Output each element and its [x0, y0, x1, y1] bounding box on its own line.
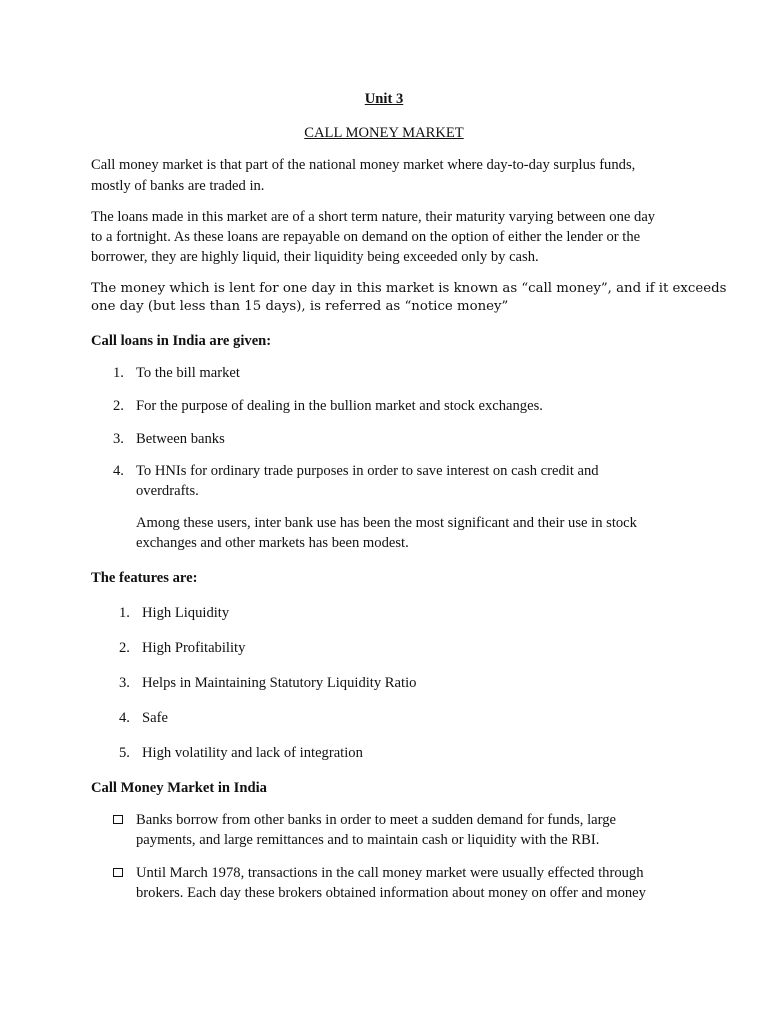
paragraph-3-line-2: one day (but less than 15 days), is referred as “notice money”: [91, 299, 509, 314]
call-loans-item-4-line-1: To HNIs for ordinary trade purposes in order to save interest on cash credit and: [136, 463, 599, 479]
feature-number-5: 5.: [119, 745, 130, 761]
paragraph-1-line-2: mostly of banks are traded in.: [91, 178, 265, 194]
paragraph-3-line-1: The money which is lent for one day in this market is known as “call money”, and if it exceeds: [91, 281, 727, 296]
india-bullet-1-line-1: Banks borrow from other banks in order to meet a sudden demand for funds, large: [136, 812, 616, 828]
call-loans-number-2: 2.: [113, 398, 124, 414]
unit-title: Unit 3: [364, 91, 404, 107]
call-loans-number-4: 4.: [113, 463, 124, 479]
feature-item-4: Safe: [142, 710, 168, 726]
feature-number-3: 3.: [119, 675, 130, 691]
checkbox-bullet-icon: [113, 868, 123, 877]
paragraph-2-line-1: The loans made in this market are of a short term nature, their maturity varying between one day: [91, 209, 656, 225]
call-loans-item-4-line-2: overdrafts.: [136, 483, 199, 499]
feature-item-2: High Profitability: [142, 640, 246, 656]
checkbox-bullet-icon: [113, 815, 123, 824]
call-loans-item-1: To the bill market: [136, 365, 240, 381]
call-loans-note-line-2: exchanges and other markets has been modest.: [136, 535, 409, 551]
features-heading: The features are:: [91, 570, 198, 586]
call-loans-item-3: Between banks: [136, 431, 225, 447]
feature-item-3: Helps in Maintaining Statutory Liquidity Ratio: [142, 675, 417, 691]
paragraph-2-line-2: to a fortnight. As these loans are repayable on demand on the option of either the lender or the: [91, 229, 641, 245]
india-bullet-1-line-2: payments, and large remittances and to maintain cash or liquidity with the RBI.: [136, 832, 600, 848]
main-title: CALL MONEY MARKET: [304, 125, 464, 141]
india-bullet-2-line-1: Until March 1978, transactions in the call money market were usually effected through: [136, 865, 644, 881]
feature-item-1: High Liquidity: [142, 605, 230, 621]
feature-number-1: 1.: [119, 605, 130, 621]
feature-item-5: High volatility and lack of integration: [142, 745, 363, 761]
paragraph-1-line-1: Call money market is that part of the national money market where day-to-day surplus funds,: [91, 157, 636, 173]
feature-number-2: 2.: [119, 640, 130, 656]
call-loans-item-2: For the purpose of dealing in the bullion market and stock exchanges.: [136, 398, 543, 414]
india-heading: Call Money Market in India: [91, 780, 267, 796]
paragraph-2-line-3: borrower, they are highly liquid, their liquidity being exceeded only by cash.: [91, 249, 539, 265]
call-loans-number-1: 1.: [113, 365, 124, 381]
india-bullet-2-line-2: brokers. Each day these brokers obtained information about money on offer and money: [136, 885, 646, 901]
call-loans-heading: Call loans in India are given:: [91, 333, 272, 349]
call-loans-note-line-1: Among these users, inter bank use has been the most significant and their use in stock: [136, 515, 637, 531]
call-loans-number-3: 3.: [113, 431, 124, 447]
feature-number-4: 4.: [119, 710, 130, 726]
